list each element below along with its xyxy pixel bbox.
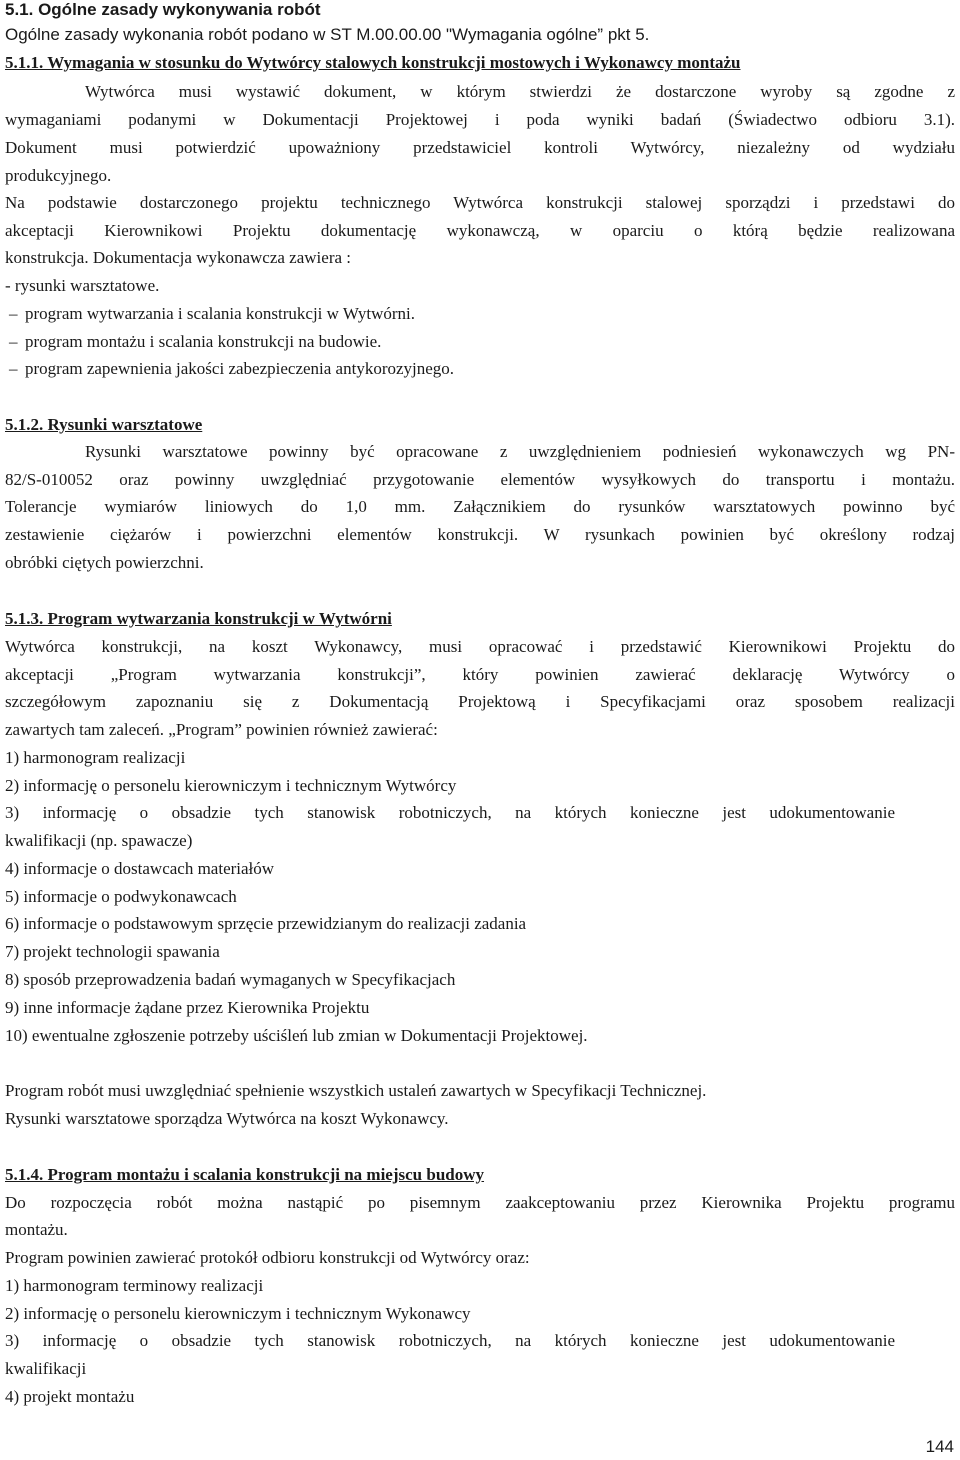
paragraph-line: obróbki ciętych powierzchni. [5, 553, 204, 572]
dash-list-text: program zapewnienia jakości zabezpieczenia antykorozyjnego. [25, 359, 455, 378]
dash-list-text: program wytwarzania i scalania konstrukcji w Wytwórni. [25, 304, 416, 323]
paragraph-line: Do rozpoczęcia robót można nastąpić po pisemnym zaakceptowaniu przez Kierownika Projektu programu [5, 1193, 955, 1212]
paragraph-line: 82/S-010052 oraz powinny uwzględniać przygotowanie elementów wysyłkowych do transportu i montażu. [5, 470, 955, 489]
paragraph-line: Na podstawie dostarczonego projektu technicznego Wytwórca konstrukcji stalowej sporządzi i przedstawi do [5, 193, 955, 212]
paragraph-line: - rysunki warsztatowe. [5, 276, 160, 295]
paragraph-line: Wytwórca konstrukcji, na koszt Wykonawcy, musi opracować i przedstawić Kierownikowi Projektu do [5, 637, 955, 656]
numbered-list-item: 4) informacje o dostawcach materiałów [5, 859, 275, 878]
dash-list-item [9, 332, 381, 352]
dash-list-item [9, 304, 415, 324]
paragraph-line: wymaganiami podanymi w Dokumentacji Projektowej i poda wyniki badań (Świadectwo odbioru 3.1). [5, 110, 955, 129]
dash-bullet: – [9, 304, 18, 323]
numbered-list-item-continuation: kwalifikacji [5, 1359, 87, 1378]
numbered-list-item: 6) informacje o podstawowym sprzęcie przewidzianym do realizacji zadania [5, 914, 527, 933]
paragraph-line: Dokument musi potwierdzić upoważniony przedstawiciel kontroli Wytwórcy, niezależny od wydziału [5, 138, 955, 157]
section-heading-5-1-1: 5.1.1. Wymagania w stosunku do Wytwórcy stalowych konstrukcji mostowych i Wykonawcy montażu [5, 53, 741, 72]
paragraph-line: montażu. [5, 1220, 68, 1239]
paragraph-line: produkcyjnego. [5, 166, 112, 185]
paragraph-line: Program robót musi uwzględniać spełnienie wszystkich ustaleń zawartych w Specyfikacji Technicznej. [5, 1081, 707, 1100]
dash-list-item [9, 359, 454, 379]
section-heading-5-1: 5.1. Ogólne zasady wykonywania robót [5, 0, 321, 19]
section-heading-5-1-3: 5.1.3. Program wytwarzania konstrukcji w Wytwórni [5, 609, 392, 628]
paragraph-line: Rysunki warsztatowe sporządza Wytwórca na koszt Wykonawcy. [5, 1109, 449, 1128]
dash-list-text: program montażu i scalania konstrukcji na budowie. [25, 332, 382, 351]
paragraph-line: Wytwórca musi wystawić dokument, w którym stwierdzi że dostarczone wyroby są zgodne z [85, 82, 955, 101]
numbered-list-item-continuation: kwalifikacji (np. spawacze) [5, 831, 193, 850]
numbered-list-item: 8) sposób przeprowadzenia badań wymaganych w Specyfikacjach [5, 970, 456, 989]
paragraph-line: zawartych tam zaleceń. „Program” powinien również zawierać: [5, 720, 438, 739]
numbered-list-item: 7) projekt technologii spawania [5, 942, 220, 961]
paragraph-line: Program powinien zawierać protokół odbioru konstrukcji od Wytwórcy oraz: [5, 1248, 530, 1267]
numbered-list-item: 5) informacje o podwykonawcach [5, 887, 237, 906]
paragraph-line: akceptacji Kierownikowi Projektu dokumentację wykonawczą, w oparciu o którą będzie realizowana [5, 221, 955, 240]
numbered-list-item: 2) informację o personelu kierowniczym i technicznym Wytwórcy [5, 776, 457, 795]
numbered-list-item: 9) inne informacje żądane przez Kierownika Projektu [5, 998, 370, 1017]
numbered-list-item: 2) informację o personelu kierowniczym i technicznym Wykonawcy [5, 1304, 471, 1323]
section-heading-5-1-2: 5.1.2. Rysunki warsztatowe [5, 415, 203, 434]
paragraph-line: konstrukcja. Dokumentacja wykonawcza zawiera : [5, 248, 351, 267]
dash-bullet: – [9, 359, 18, 378]
paragraph-line: Rysunki warsztatowe powinny być opracowane z uwzględnieniem podniesień wykonawczych wg PN- [85, 442, 955, 461]
page-number: 144 [925, 1437, 954, 1456]
numbered-list-item: 1) harmonogram terminowy realizacji [5, 1276, 264, 1295]
numbered-list-item: 3) informację o obsadzie tych stanowisk robotniczych, na których konieczne jest udokumentowanie [5, 1331, 895, 1350]
numbered-list-item: 10) ewentualne zgłoszenie potrzeby uściśleń lub zmian w Dokumentacji Projektowej. [5, 1026, 588, 1045]
numbered-list-item: 4) projekt montażu [5, 1387, 135, 1406]
numbered-list-item: 3) informację o obsadzie tych stanowisk robotniczych, na których konieczne jest udokumentowanie [5, 803, 895, 822]
paragraph-line: zestawienie ciężarów i powierzchni elementów konstrukcji. W rysunkach powinien być określony rodzaj [5, 525, 955, 544]
numbered-list-item: 1) harmonogram realizacji [5, 748, 186, 767]
paragraph-line: Tolerancje wymiarów liniowych do 1,0 mm. Załącznikiem do rysunków warsztatowych powinno być [5, 497, 955, 516]
section-intro-5-1: Ogólne zasady wykonania robót podano w ST M.00.00.00 "Wymagania ogólne” pkt 5. [5, 25, 650, 44]
paragraph-line: akceptacji „Program wytwarzania konstrukcji”, który powinien zawierać deklarację Wytwórcy o [5, 665, 955, 684]
paragraph-line: szczegółowym zapoznaniu się z Dokumentacją Projektową i Specyfikacjami oraz sposobem realizacji [5, 692, 955, 711]
dash-bullet: – [9, 332, 18, 351]
section-heading-5-1-4: 5.1.4. Program montażu i scalania konstrukcji na miejscu budowy [5, 1165, 485, 1184]
